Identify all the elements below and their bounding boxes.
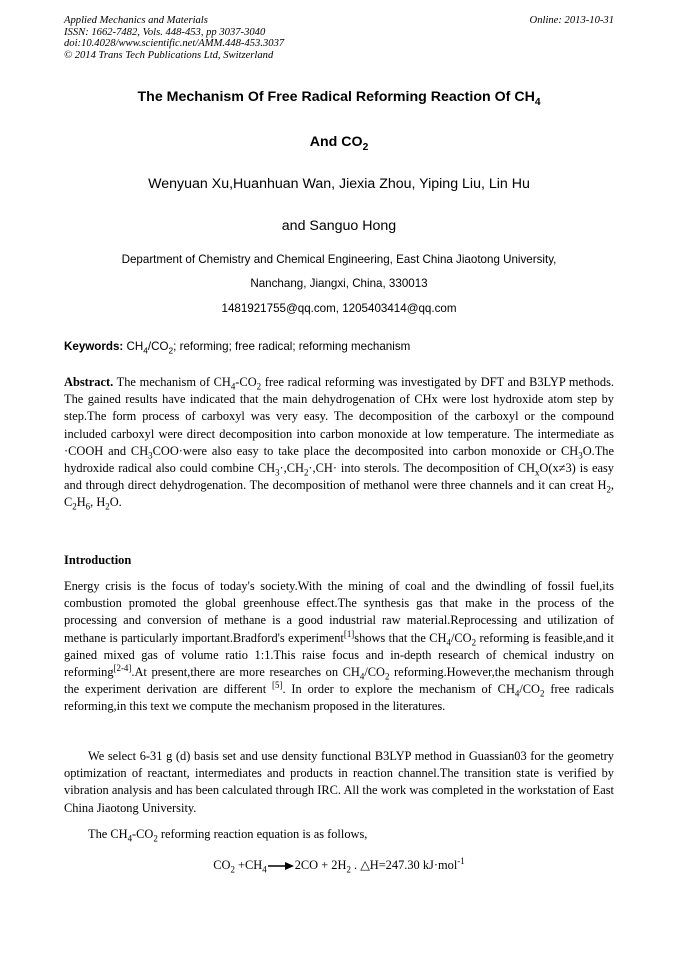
abstract-label: Abstract.: [64, 375, 114, 389]
title-text: The Mechanism Of Free Radical Reforming Reaction Of CH: [137, 89, 535, 105]
title-subscript: 4: [534, 96, 541, 108]
subscript: 2: [384, 671, 390, 682]
paragraph-text: .At present,there are more researches on CH: [131, 665, 360, 680]
paragraph-text: /CO: [519, 682, 540, 697]
superscript: -1: [457, 855, 465, 866]
subscript: 3: [578, 450, 583, 461]
abstract-text: -CO: [235, 375, 257, 389]
intro-paragraph-3: [64, 826, 614, 843]
abstract-text: O.: [109, 495, 122, 510]
subscript: 4: [230, 381, 236, 392]
keywords-text: CH: [123, 340, 144, 353]
subscript: 2: [346, 864, 351, 875]
subscript: 3: [275, 467, 280, 478]
copyright-line: © 2014 Trans Tech Publications Ltd, Switzerland: [64, 49, 274, 61]
section-heading-introduction: Introduction: [64, 553, 132, 567]
affiliation-line-1: Department of Chemistry and Chemical Engineering, East China Jiaotong University,: [121, 253, 557, 266]
citation-ref: [1]: [343, 628, 355, 639]
subscript: 2: [471, 637, 477, 648]
intro-paragraph-2: We select 6-31 g (d) basis set and use density functional B3LYP method in Guassian03 for the geometry optimization of reactant, intermediates and products in reaction channel.The transition state is verified by vibration analysis and has been calculated through IRC. All the work was completed in the workstation of East China Jiaotong University.: [64, 749, 614, 815]
abstract: [64, 374, 614, 512]
title-subscript: 2: [362, 141, 369, 153]
abstract-text: O(x≠3) is easy and through direct dehydrogenation. The decomposition of methanol were three channels and it can creat H: [64, 461, 614, 493]
subscript: 4: [446, 637, 451, 648]
paper-title-line-2: [64, 134, 614, 153]
paragraph-text: The CH: [88, 827, 128, 841]
subscript: 2: [540, 688, 545, 699]
abstract-text: ·,CH: [279, 461, 304, 476]
abstract-text: free radical reforming was investigated by DFT and B3LYP methods. The gained results have indicated that the main dehydrogenation of CHx were lost hydroxide atom step by step.The form process of carboxyl was very easy. The decomposition of the carboxyl or the compound included carboxyl were direct decomposition into carbon monoxide at low temperature. The intermediate as ·COOH and CH: [64, 375, 614, 458]
paragraph-text: reforming is feasible,and it gained mixed gas of volume ratio 1:1.This raise focus and in-depth research of chemical industry on reforming: [64, 630, 614, 680]
keywords-label: Keywords:: [64, 340, 124, 353]
subscript: 4: [143, 345, 148, 356]
journal-header: [64, 15, 284, 61]
subscript: x: [534, 467, 540, 478]
paragraph-text: . In order to explore the mechanism of CH: [282, 682, 515, 697]
reaction-arrow-icon: [268, 861, 294, 871]
keywords: [64, 340, 614, 356]
abstract-text: The mechanism of CH: [113, 375, 231, 389]
authors-line-1: Wenyuan Xu,Huanhuan Wan, Jiexia Zhou, Yiping Liu, Lin Hu: [148, 176, 530, 192]
keywords-text: /CO: [147, 340, 169, 353]
subscript: 2: [606, 484, 611, 495]
paragraph-text: -CO: [132, 827, 154, 841]
abstract-text: COO·were also easy to take place the decomposited into carbon monoxide or CH: [152, 443, 579, 458]
abstract-text: O.The hydroxide radical also could combine CH: [64, 443, 614, 476]
paragraph-text: /CO: [450, 630, 472, 645]
online-date: Online: 2013-10-31: [529, 15, 614, 26]
author-emails: 1481921755@qq.com, 1205403414@qq.com: [221, 302, 457, 315]
subscript: 2: [303, 467, 309, 478]
equation-text: CO: [213, 858, 231, 872]
subscript: 2: [256, 381, 262, 392]
keywords-text: ; reforming; free radical; reforming mechanism: [173, 340, 411, 353]
authors-line-2: and Sanguo Hong: [281, 218, 397, 234]
subscript: 2: [230, 864, 235, 875]
title-text: And CO: [309, 134, 363, 150]
paper-title-line-1: [64, 89, 614, 108]
subscript: 4: [127, 833, 133, 844]
doi-line: doi:10.4028/www.scientific.net/AMM.448-453.3037: [64, 38, 285, 50]
subscript: 4: [359, 671, 365, 682]
subscript: 2: [72, 501, 77, 512]
subscript: 6: [85, 501, 91, 512]
equation-text: . △H=247.30 kJ·mol: [350, 858, 458, 872]
abstract-text: , H: [90, 495, 106, 510]
subscript: 2: [168, 345, 174, 356]
paragraph-text: reforming reaction equation is as follows,: [157, 827, 368, 841]
citation-ref: [2-4]: [113, 662, 132, 673]
paragraph-text: shows that the CH: [354, 630, 447, 645]
subscript: 2: [153, 833, 158, 844]
subscript: 3: [148, 450, 153, 461]
subscript: 2: [105, 501, 110, 512]
paragraph-text: /CO: [364, 665, 385, 680]
citation-ref: [5]: [272, 680, 283, 691]
issn-line: ISSN: 1662-7482, Vols. 448-453, pp 3037-3040: [64, 26, 266, 38]
paragraph-text: free radicals reforming,in this text we compute the mechanism proposed in the literatures.: [64, 682, 614, 714]
subscript: 4: [262, 864, 267, 875]
abstract-text: H: [76, 495, 86, 510]
equation-text: 2CO + 2H: [294, 858, 347, 872]
equation-text: +CH: [234, 858, 263, 872]
paragraph-text: reforming.However,the mechanism through the experiment derivation are different: [64, 665, 615, 697]
journal-name: Applied Mechanics and Materials: [64, 15, 208, 26]
subscript: 4: [514, 688, 520, 699]
reaction-equation: [64, 857, 614, 873]
paragraph-text: Energy crisis is the focus of today's society.With the mining of coal and the dwindling of fossil fuel,its combustion promoted the global greenhouse effect.The synthesis gas that make in the process of the processing and conversion of methane is a good industrial raw material.Reprocessing and utilization of methane is particularly important.Bradford's experiment: [64, 579, 614, 645]
intro-paragraph-1: [64, 578, 614, 716]
abstract-text: ·,CH· into sterols. The decomposition of CH: [308, 461, 535, 476]
affiliation-line-2: Nanchang, Jiangxi, China, 330013: [250, 277, 428, 290]
abstract-text: , C: [64, 478, 614, 510]
